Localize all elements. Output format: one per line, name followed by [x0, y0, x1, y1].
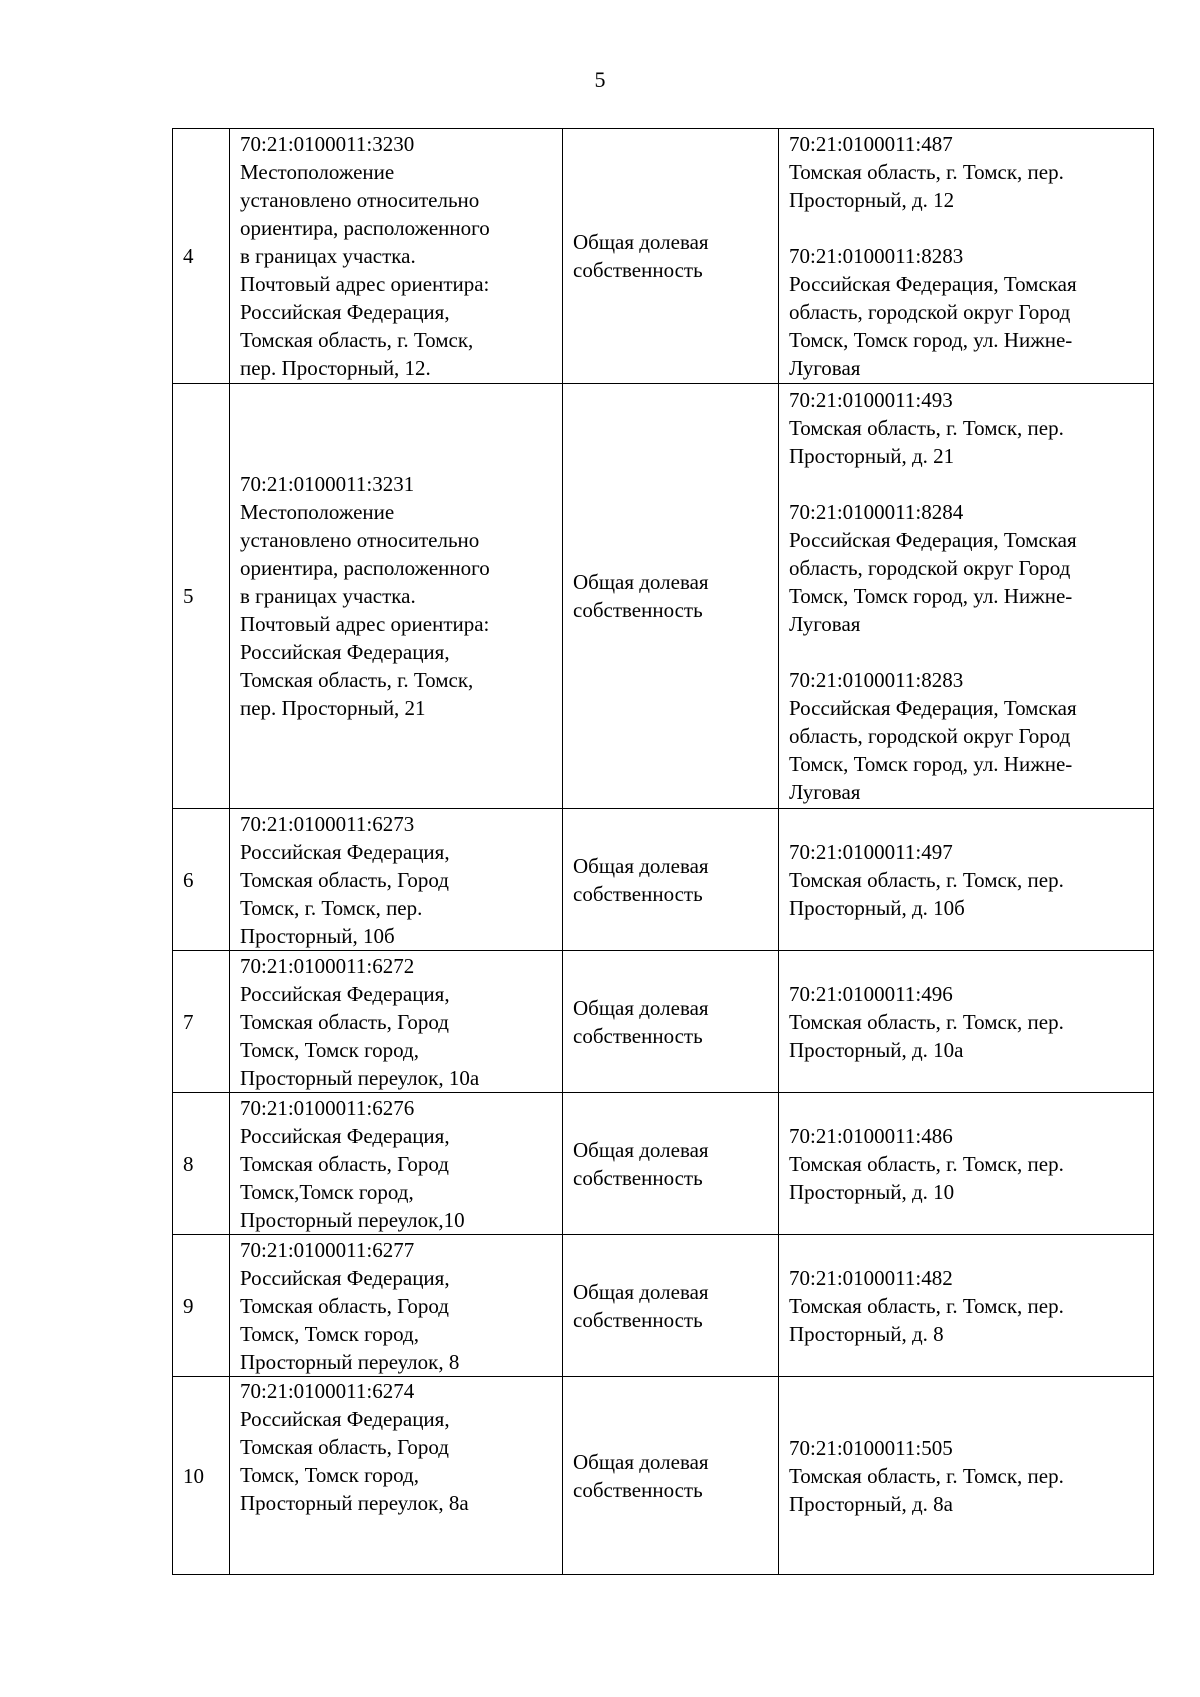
right-type-cell — [563, 951, 779, 1093]
right-type-line: Общая долевая — [573, 570, 709, 594]
object-line: в границах участка. — [240, 584, 416, 608]
object-line: Российская Федерация, — [240, 1265, 450, 1290]
cadastral-number: 70:21:0100011:6272 — [240, 953, 415, 978]
parcel-address-line: Томская область, г. Томск, пер. — [789, 1463, 1064, 1488]
parcel-cadastral-number: 70:21:0100011:487 — [789, 132, 953, 156]
row-number: 8 — [173, 1093, 230, 1235]
object-line: Томск, Томск город, — [240, 1037, 419, 1062]
object-cell — [230, 129, 563, 384]
object-line: Просторный переулок,10 — [240, 1207, 465, 1232]
parcel-address-line: Просторный, д. 8а — [789, 1491, 954, 1516]
parcel-address-line: Томская область, г. Томск, пер. — [789, 1293, 1064, 1318]
right-type-line: собственность — [573, 881, 703, 906]
parcel-cadastral-number: 70:21:0100011:486 — [789, 1123, 953, 1148]
object-line: ориентира, расположенного — [240, 556, 490, 580]
parcel-address-line: Российская Федерация, Томская — [789, 528, 1077, 552]
row-number: 9 — [173, 1235, 230, 1377]
parcel-cadastral-number: 70:21:0100011:8283 — [789, 668, 964, 692]
row-number: 10 — [173, 1377, 230, 1575]
object-line: Томск, г. Томск, пер. — [240, 895, 423, 920]
parcel-address-line: Российская Федерация, Томская — [789, 272, 1077, 296]
parcel-address-line: Томская область, г. Томск, пер. — [789, 1151, 1064, 1176]
row-number: 5 — [173, 384, 230, 809]
right-type-cell — [563, 809, 779, 951]
parcel-cadastral-number: 70:21:0100011:482 — [789, 1265, 953, 1290]
object-cell — [230, 809, 563, 951]
object-line: Томская область, г. Томск, — [240, 328, 474, 352]
object-line: Томск, Томск город, — [240, 1463, 419, 1487]
parcel-address-line: Просторный, д. 8 — [789, 1321, 944, 1346]
object-line: Томск,Томск город, — [240, 1179, 414, 1204]
right-type-line: Общая долевая — [573, 995, 709, 1020]
right-type-line: Общая долевая — [573, 853, 709, 878]
object-line: установлено относительно — [240, 188, 480, 212]
right-type-cell — [563, 1377, 779, 1575]
object-line: Почтовый адрес ориентира: — [240, 612, 490, 636]
parcel-address-line: Просторный, д. 10б — [789, 895, 965, 920]
right-type-line: собственность — [573, 1165, 703, 1190]
parcel-address-line: Луговая — [789, 780, 861, 804]
parcel-cadastral-number: 70:21:0100011:8283 — [789, 244, 964, 268]
right-type-cell — [563, 384, 779, 809]
object-cell — [230, 1377, 563, 1575]
cadastral-number: 70:21:0100011:6274 — [240, 1379, 415, 1403]
right-type-cell — [563, 1235, 779, 1377]
right-type-line: Общая долевая — [573, 1279, 709, 1304]
object-cell — [230, 1235, 563, 1377]
parcel-address-line: Просторный, д. 21 — [789, 444, 955, 468]
parcels-cell — [779, 384, 1154, 809]
parcels-cell — [779, 809, 1154, 951]
parcel-address-line: Томская область, г. Томск, пер. — [789, 867, 1064, 892]
parcel-address-line: Просторный, д. 12 — [789, 188, 955, 212]
row-number: 4 — [173, 129, 230, 384]
right-type-cell — [563, 1093, 779, 1235]
object-line: пер. Просторный, 12. — [240, 356, 431, 380]
parcels-cell — [779, 1235, 1154, 1377]
parcel-address-line: Томская область, г. Томск, пер. — [789, 160, 1064, 184]
object-line: ориентира, расположенного — [240, 216, 490, 240]
object-line: Местоположение — [240, 500, 395, 524]
object-line: Российская Федерация, — [240, 1123, 450, 1148]
right-type-line: собственность — [573, 258, 703, 282]
table-row — [173, 1377, 1154, 1575]
cadastral-number: 70:21:0100011:6276 — [240, 1095, 415, 1120]
object-line: Просторный, 10б — [240, 923, 395, 948]
object-line: Просторный переулок, 8а — [240, 1491, 469, 1515]
parcel-cadastral-number: 70:21:0100011:493 — [789, 388, 953, 412]
table-row — [173, 1093, 1154, 1235]
object-line: Томская область, Город — [240, 1009, 449, 1034]
object-line: Томская область, Город — [240, 1293, 449, 1318]
object-cell — [230, 1093, 563, 1235]
cadastral-number: 70:21:0100011:6273 — [240, 811, 415, 836]
object-line: Российская Федерация, — [240, 981, 450, 1006]
table-row — [173, 384, 1154, 809]
cadastral-number: 70:21:0100011:3231 — [240, 472, 415, 496]
row-number: 7 — [173, 951, 230, 1093]
table-row — [173, 129, 1154, 384]
parcel-cadastral-number: 70:21:0100011:505 — [789, 1435, 953, 1460]
parcels-cell — [779, 1093, 1154, 1235]
parcel-address-line: область, городской округ Город — [789, 300, 1071, 324]
parcel-address-line: Российская Федерация, Томская — [789, 696, 1077, 720]
object-line: Российская Федерация, — [240, 839, 450, 864]
object-line: Просторный переулок, 8 — [240, 1349, 460, 1374]
right-type-line: собственность — [573, 1307, 703, 1332]
object-line: Российская Федерация, — [240, 300, 450, 324]
object-line: Томск, Томск город, — [240, 1321, 419, 1346]
parcel-cadastral-number: 70:21:0100011:8284 — [789, 500, 964, 524]
cadastral-number: 70:21:0100011:3230 — [240, 132, 415, 156]
parcel-address-line: Томск, Томск город, ул. Нижне- — [789, 584, 1073, 608]
object-line: Просторный переулок, 10а — [240, 1065, 480, 1090]
object-line: Томская область, г. Томск, — [240, 668, 474, 692]
parcel-address-line: область, городской округ Город — [789, 556, 1071, 580]
object-line: Томская область, Город — [240, 1435, 449, 1459]
right-type-line: собственность — [573, 1477, 703, 1502]
object-line: установлено относительно — [240, 528, 480, 552]
object-line: Российская Федерация, — [240, 640, 450, 664]
object-line: Томская область, Город — [240, 1151, 449, 1176]
table-row — [173, 951, 1154, 1093]
parcels-cell — [779, 951, 1154, 1093]
parcel-address-line: Томск, Томск город, ул. Нижне- — [789, 328, 1073, 352]
parcel-cadastral-number: 70:21:0100011:496 — [789, 981, 953, 1006]
right-type-line: собственность — [573, 598, 703, 622]
parcel-address-line: Луговая — [789, 356, 861, 380]
parcel-address-line: Томская область, г. Томск, пер. — [789, 416, 1064, 440]
right-type-line: Общая долевая — [573, 1137, 709, 1162]
object-line: пер. Просторный, 21 — [240, 696, 426, 720]
table-row — [173, 809, 1154, 951]
right-type-line: Общая долевая — [573, 230, 709, 254]
object-line: Почтовый адрес ориентира: — [240, 272, 490, 296]
right-type-cell — [563, 129, 779, 384]
cadastral-number: 70:21:0100011:6277 — [240, 1237, 415, 1262]
parcel-address-line: Томск, Томск город, ул. Нижне- — [789, 752, 1073, 776]
parcel-address-line: Просторный, д. 10а — [789, 1037, 964, 1062]
row-number: 6 — [173, 809, 230, 951]
table-row — [173, 1235, 1154, 1377]
right-type-line: Общая долевая — [573, 1449, 709, 1474]
right-type-line: собственность — [573, 1023, 703, 1048]
parcel-address-line: Томская область, г. Томск, пер. — [789, 1009, 1064, 1034]
parcels-cell — [779, 1377, 1154, 1575]
parcel-cadastral-number: 70:21:0100011:497 — [789, 839, 953, 864]
parcels-cell — [779, 129, 1154, 384]
object-line: Российская Федерация, — [240, 1407, 450, 1431]
property-table — [172, 128, 1154, 1575]
page-number: 5 — [594, 67, 606, 92]
object-line: Местоположение — [240, 160, 395, 184]
object-line: Томская область, Город — [240, 867, 449, 892]
object-cell — [230, 951, 563, 1093]
object-cell — [230, 384, 563, 809]
object-line: в границах участка. — [240, 244, 416, 268]
parcel-address-line: Просторный, д. 10 — [789, 1179, 955, 1204]
parcel-address-line: Луговая — [789, 612, 861, 636]
parcel-address-line: область, городской округ Город — [789, 724, 1071, 748]
